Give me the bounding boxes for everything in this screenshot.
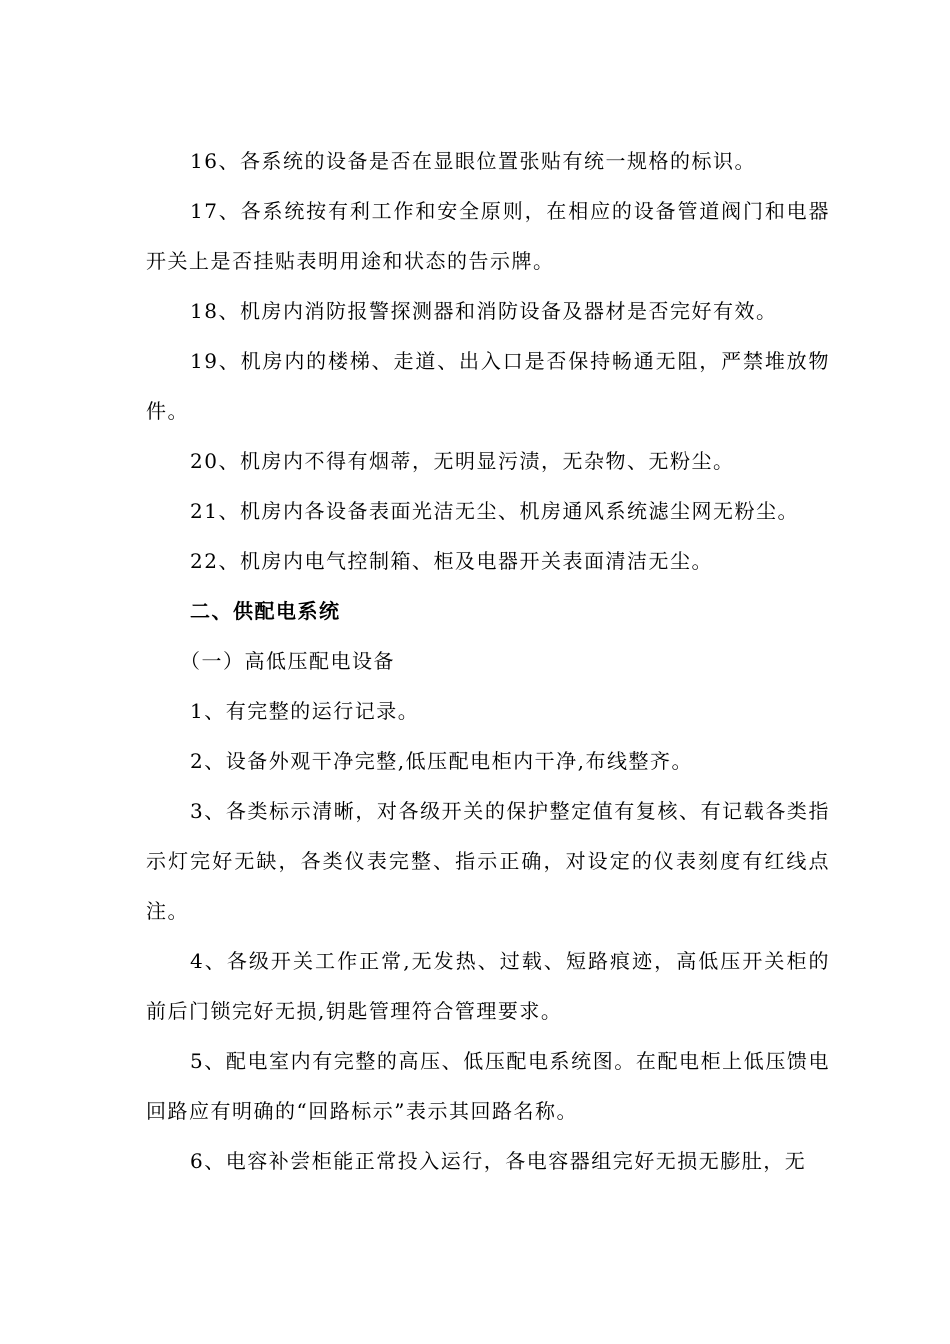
- paragraph-19: 19、机房内的楼梯、走道、出入口是否保持畅通无阻，严禁堆放物件。: [146, 349, 830, 423]
- paragraph-18: 18、机房内消防报警探测器和消防设备及器材是否完好有效。: [190, 299, 778, 323]
- paragraph-21: 21、机房内各设备表面光洁无尘、机房通风系统滤尘网无粉尘。: [190, 499, 799, 523]
- list-item-6: 6、电容补尝柜能正常投入运行，各电容器组完好无损无膨肚，无: [190, 1149, 807, 1173]
- list-item-3: 3、各类标示清晰，对各级开关的保护整定值有复核、有记载各类指示灯完好无缺，各类仪表完整、指示正确，对设定的仪表刻度有红线点注。: [146, 799, 830, 923]
- paragraph-16: 16、各系统的设备是否在显眼位置张贴有统一规格的标识。: [190, 149, 756, 173]
- paragraph-17: 17、各系统按有利工作和安全原则，在相应的设备管道阀门和电器开关上是否挂贴表明用途和状态的告示牌。: [146, 199, 830, 273]
- list-item-5: 5、配电室内有完整的高压、低压配电系统图。在配电柜上低压馈电回路应有明确的“回路标示”表示其回路名称。: [146, 1049, 830, 1123]
- section-heading: 二、供配电系统: [190, 599, 341, 623]
- list-item-2: 2、设备外观干净完整,低压配电柜内干净,布线整齐。: [190, 749, 693, 773]
- list-item-4: 4、各级开关工作正常,无发热、过载、短路痕迹，高低压开关柜的前后门锁完好无损,钥匙管理符合管理要求。: [146, 949, 830, 1023]
- list-item-1: 1、有完整的运行记录。: [190, 699, 420, 723]
- subsection-heading: （一）高低压配电设备: [180, 649, 395, 673]
- paragraph-22: 22、机房内电气控制箱、柜及电器开关表面清洁无尘。: [190, 549, 713, 573]
- document-body: [146, 136, 830, 1186]
- paragraph-20: 20、机房内不得有烟蒂，无明显污渍，无杂物、无粉尘。: [190, 449, 735, 473]
